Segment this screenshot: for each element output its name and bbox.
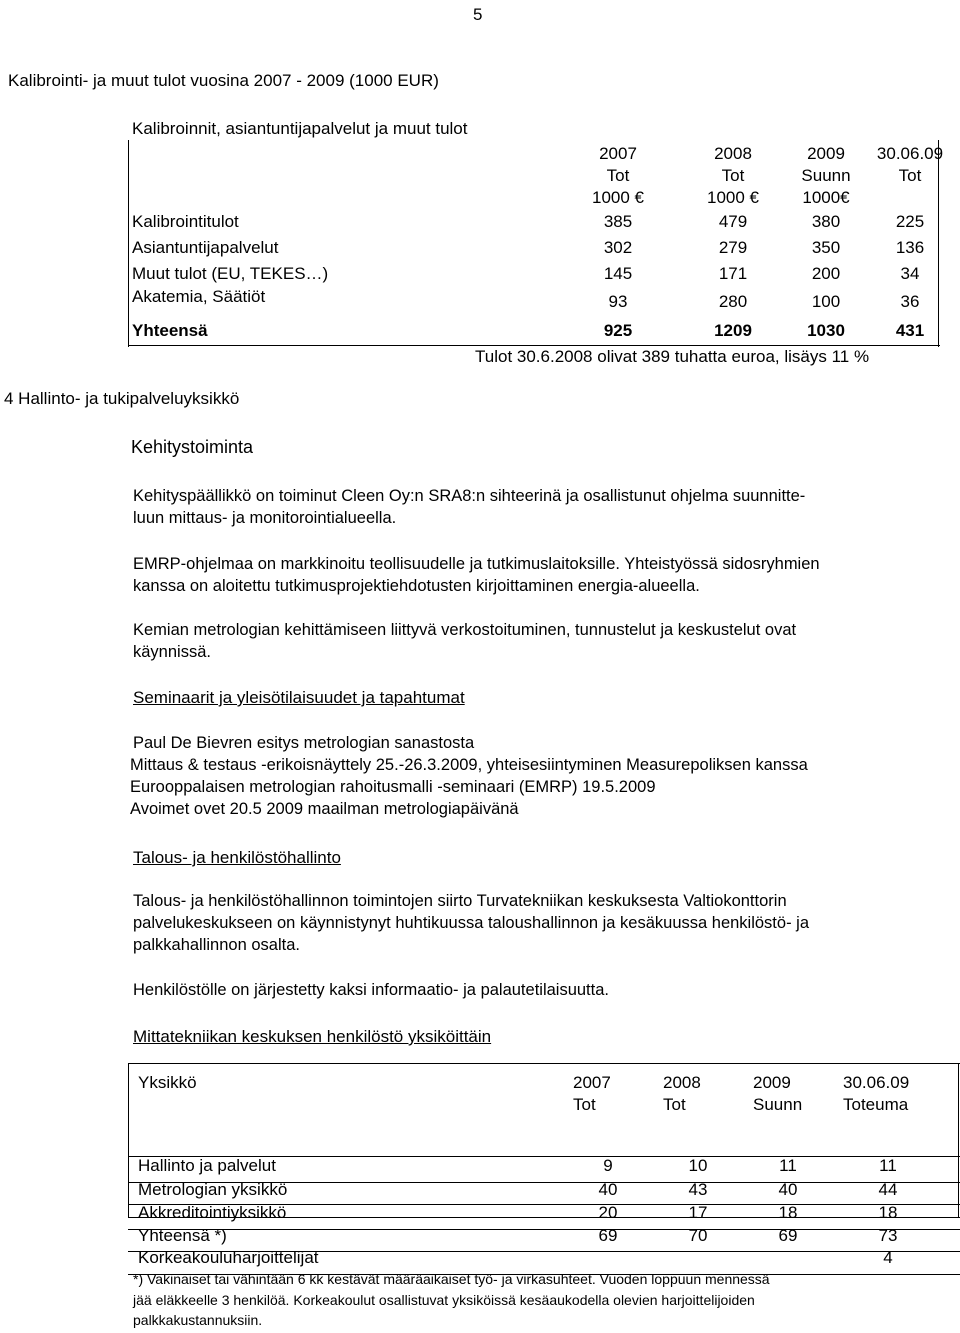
cell: 280 <box>718 292 748 311</box>
header-yksikko: Yksikkö <box>138 1073 197 1092</box>
row-label: Akatemia, Säätiöt <box>132 287 266 306</box>
cell: 200 <box>811 264 841 283</box>
total-cell: 1030 <box>807 321 845 340</box>
cell: 69 <box>598 1226 618 1245</box>
header-2007: 2007 Tot 1000 € <box>592 144 644 207</box>
row-label: Asiantuntijapalvelut <box>132 238 279 257</box>
cell: 4 <box>883 1248 893 1267</box>
kehitys-p1-line1: Kehityspäällikkö on toiminut Cleen Oy:n SRA8:n sihteerinä ja osallistunut ohjelma suunnitte- <box>133 487 806 505</box>
talous-p2: Henkilöstölle on järjestetty kaksi informaatio- ja palautetilaisuutta. <box>133 981 609 999</box>
cell: 10 <box>688 1156 708 1175</box>
header-2009: 2009 Suunn <box>753 1073 803 1114</box>
cell: 350 <box>811 238 841 257</box>
table-border <box>128 1063 960 1064</box>
cell: 18 <box>878 1203 898 1222</box>
kehitys-p3-line2: käynnissä. <box>133 643 211 661</box>
cell: 69 <box>778 1226 798 1245</box>
total-cell: 431 <box>895 321 925 340</box>
henkilosto-heading: Mittatekniikan keskuksen henkilöstö yksiköittäin <box>133 1027 492 1046</box>
row-label: Metrologian yksikkö <box>138 1180 288 1199</box>
cell: 17 <box>688 1203 708 1222</box>
cell: 479 <box>718 212 748 231</box>
seminaari-item: Avoimet ovet 20.5 2009 maailman metrologiapäivänä <box>130 800 519 818</box>
cell: 136 <box>895 238 925 257</box>
row-label: Yhteensä *) <box>138 1226 227 1245</box>
staff-table <box>128 1063 960 1268</box>
header-2009: 2009 Suunn 1000€ <box>801 144 851 207</box>
header-30-06-09: 30.06.09 Tot <box>876 144 944 185</box>
cell: 34 <box>900 264 920 283</box>
talous-p1-line3: palkkahallinnon osalta. <box>133 936 300 954</box>
footnote-line1: *) Vakinaiset tai vähintään 6 kk kestävät määräaikaiset työ- ja virkasuhteet. Vuoden loppuun mennessä <box>133 1271 770 1287</box>
footnote-line3: palkkakustannuksiin. <box>133 1312 263 1328</box>
header-2007: 2007 Tot <box>573 1073 611 1114</box>
table1-caption: Kalibroinnit, asiantuntijapalvelut ja muut tulot <box>132 119 468 138</box>
seminaari-item: Paul De Bievren esitys metrologian sanastosta <box>133 734 475 752</box>
table-border <box>958 1063 959 1218</box>
kehitys-p2-line1: EMRP-ohjelmaa on markkinoitu teollisuudelle ja tutkimuslaitoksille. Yhteistyössä sidosryhmien <box>133 555 820 573</box>
cell: 73 <box>878 1226 898 1245</box>
total-label: Yhteensä <box>132 321 208 340</box>
header-2008: 2008 Tot 1000 € <box>707 144 759 207</box>
seminaari-item: Eurooppalaisen metrologian rahoitusmalli -seminaari (EMRP) 19.5.2009 <box>130 778 656 796</box>
cell: 93 <box>608 292 628 311</box>
talous-p1-line2: palvelukeskukseen on käynnistynyt huhtikuussa taloushallinnon ja kesäkuussa henkilöstö- ja <box>133 914 809 932</box>
seminaarit-heading: Seminaarit ja yleisötilaisuudet ja tapahtumat <box>133 688 465 707</box>
row-label: Kalibrointitulot <box>132 212 239 231</box>
cell: 44 <box>878 1180 898 1199</box>
cell: 380 <box>811 212 841 231</box>
cell: 385 <box>603 212 633 231</box>
cell: 11 <box>779 1156 797 1175</box>
kehitys-p2-line2: kanssa on aloitettu tutkimusprojektiehdotusten kirjoittaminen energia-alueella. <box>133 577 700 595</box>
table1-note: Tulot 30.6.2008 olivat 389 tuhatta euroa, lisäys 11 % <box>475 347 870 366</box>
table-border <box>128 1063 129 1218</box>
kehitys-heading: Kehitystoiminta <box>131 437 254 457</box>
row-label: Akkreditointiyksikkö <box>138 1203 287 1222</box>
total-cell: 925 <box>603 321 633 340</box>
cell: 40 <box>778 1180 798 1199</box>
row-label: Hallinto ja palvelut <box>138 1156 276 1175</box>
table-border <box>128 140 129 347</box>
cell: 43 <box>688 1180 708 1199</box>
seminaari-item: Mittaus & testaus -erikoisnäyttely 25.-26.3.2009, yhteisesiintyminen Measurepoliksen kanssa <box>130 756 808 774</box>
cell: 279 <box>718 238 748 257</box>
talous-p1-line1: Talous- ja henkilöstöhallinnon toimintojen siirto Turvatekniikan keskuksesta Valtiokonttorin <box>133 892 787 910</box>
cell: 225 <box>895 212 925 231</box>
total-cell: 1209 <box>714 321 752 340</box>
cell: 171 <box>718 264 748 283</box>
header-2008: 2008 Tot <box>663 1073 701 1114</box>
footnote-line2: jää eläkkeelle 3 henkilöä. Korkeakoulut osallistuvat yksiköissä kesäaukodella olevien harjoittelijoiden <box>133 1292 755 1308</box>
cell: 20 <box>598 1203 618 1222</box>
row-label: Korkeakouluharjoittelijat <box>138 1248 319 1267</box>
cell: 18 <box>778 1203 798 1222</box>
page-number: 5 <box>473 5 483 24</box>
cell: 36 <box>900 292 920 311</box>
income-table <box>128 140 944 348</box>
cell: 145 <box>603 264 633 283</box>
section-4-heading: 4 Hallinto- ja tukipalveluyksikkö <box>4 389 240 408</box>
kehitys-p1-line2: luun mittaus- ja monitorointialueella. <box>133 509 397 527</box>
row-label: Muut tulot (EU, TEKES…) <box>132 264 329 283</box>
section-heading: Kalibrointi- ja muut tulot vuosina 2007 - 2009 (1000 EUR) <box>8 71 439 90</box>
cell: 40 <box>598 1180 618 1199</box>
talous-heading: Talous- ja henkilöstöhallinto <box>133 848 341 867</box>
cell: 11 <box>879 1156 897 1175</box>
cell: 100 <box>811 292 841 311</box>
header-30-06-09: 30.06.09 Toteuma <box>843 1073 910 1114</box>
cell: 9 <box>603 1156 613 1175</box>
table-border <box>128 1229 960 1230</box>
cell: 302 <box>603 238 633 257</box>
cell: 70 <box>688 1226 708 1245</box>
kehitys-p3-line1: Kemian metrologian kehittämiseen liittyvä verkostoituminen, tunnustelut ja keskustelut ovat <box>133 621 797 639</box>
